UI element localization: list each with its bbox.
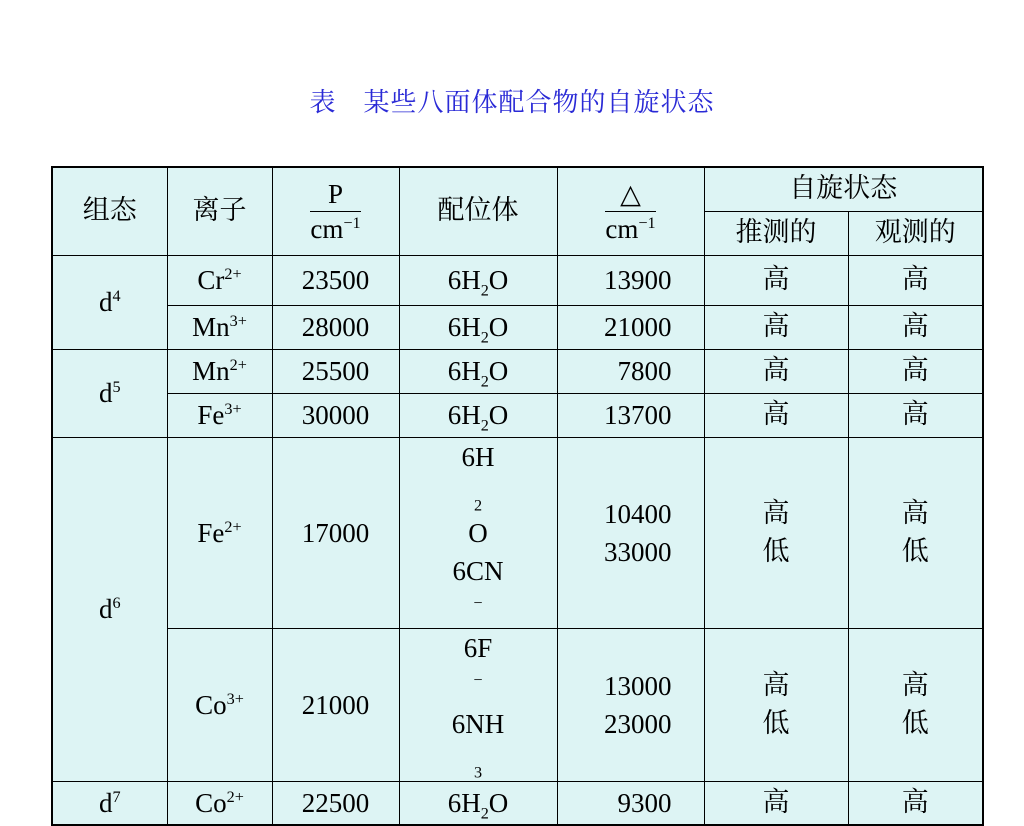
ion-cell: $Co^{2+}$ [167,781,272,825]
ligand-cell: $6H_2O$ [399,349,557,393]
header-delta-exp: −1 [638,213,656,232]
table-row [52,628,983,781]
predicted-spin: 高 [704,255,848,305]
header-p-symbol: P [310,179,360,212]
table-row [52,393,983,437]
header-observed: 观测的 [848,211,983,255]
ion-cell: $Mn^{3+}$ [167,305,272,349]
p-value: 17000 [272,437,399,628]
delta-value: 9300 [557,781,704,825]
ion-cell: $Mn^{2+}$ [167,349,272,393]
p-value: 28000 [272,305,399,349]
config-d4: $d^4$ [52,255,167,349]
table-row [52,255,983,305]
table-row [52,349,983,393]
observed-spin: 高 低 [848,437,983,628]
observed-spin: 高 [848,305,983,349]
ion-cell: $Fe^{3+}$ [167,393,272,437]
header-delta-symbol: △ [605,179,655,212]
header-ligand: 配位体 [399,167,557,255]
header-delta-unit: cm [605,213,639,244]
table-row [52,305,983,349]
table-row [52,781,983,825]
p-value: 23500 [272,255,399,305]
observed-spin: 高 [848,781,983,825]
observed-spin: 高 [848,349,983,393]
p-value: 22500 [272,781,399,825]
header-config: 组态 [52,167,167,255]
predicted-spin: 高 [704,781,848,825]
table-title: 表 某些八面体配合物的自旋状态 [309,88,715,118]
delta-value: 21000 [557,305,704,349]
ion-cell: $Cr^{2+}$ [167,255,272,305]
delta-value: 10400 33000 [557,437,704,628]
ion-cell: $Co^{3+}$ [167,628,272,781]
spin-state-table [51,166,984,826]
ligand-cell: $6H_2O$ [399,255,557,305]
header-p-exp: −1 [343,213,361,232]
table-row [52,437,983,628]
config-d6: $d^6$ [52,437,167,781]
header-predicted: 推测的 [704,211,848,255]
header-pairing-energy [272,167,399,255]
observed-spin: 高 [848,393,983,437]
delta-value: 13000 23000 [557,628,704,781]
p-value: 30000 [272,393,399,437]
config-d5: $d^5$ [52,349,167,437]
predicted-spin: 高 低 [704,437,848,628]
observed-spin: 高 [848,255,983,305]
header-ion: 离子 [167,167,272,255]
delta-value: 13900 [557,255,704,305]
predicted-spin: 高 低 [704,628,848,781]
ligand-cell: 6F − 6NH $_3$ [399,628,557,781]
ligand-cell: 6H $_2$ O 6CN − [399,437,557,628]
p-value: 25500 [272,349,399,393]
delta-value: 13700 [557,393,704,437]
delta-value: 7800 [557,349,704,393]
predicted-spin: 高 [704,393,848,437]
observed-spin: 高 低 [848,628,983,781]
ligand-cell: $6H_2O$ [399,781,557,825]
header-splitting-energy [557,167,704,255]
p-value: 21000 [272,628,399,781]
predicted-spin: 高 [704,349,848,393]
predicted-spin: 高 [704,305,848,349]
ligand-cell: $6H_2O$ [399,393,557,437]
header-p-unit: cm [310,213,344,244]
header-spin-state: 自旋状态 [704,167,983,211]
config-d7: $d^7$ [52,781,167,825]
ligand-cell: $6H_2O$ [399,305,557,349]
ion-cell: $Fe^{2+}$ [167,437,272,628]
